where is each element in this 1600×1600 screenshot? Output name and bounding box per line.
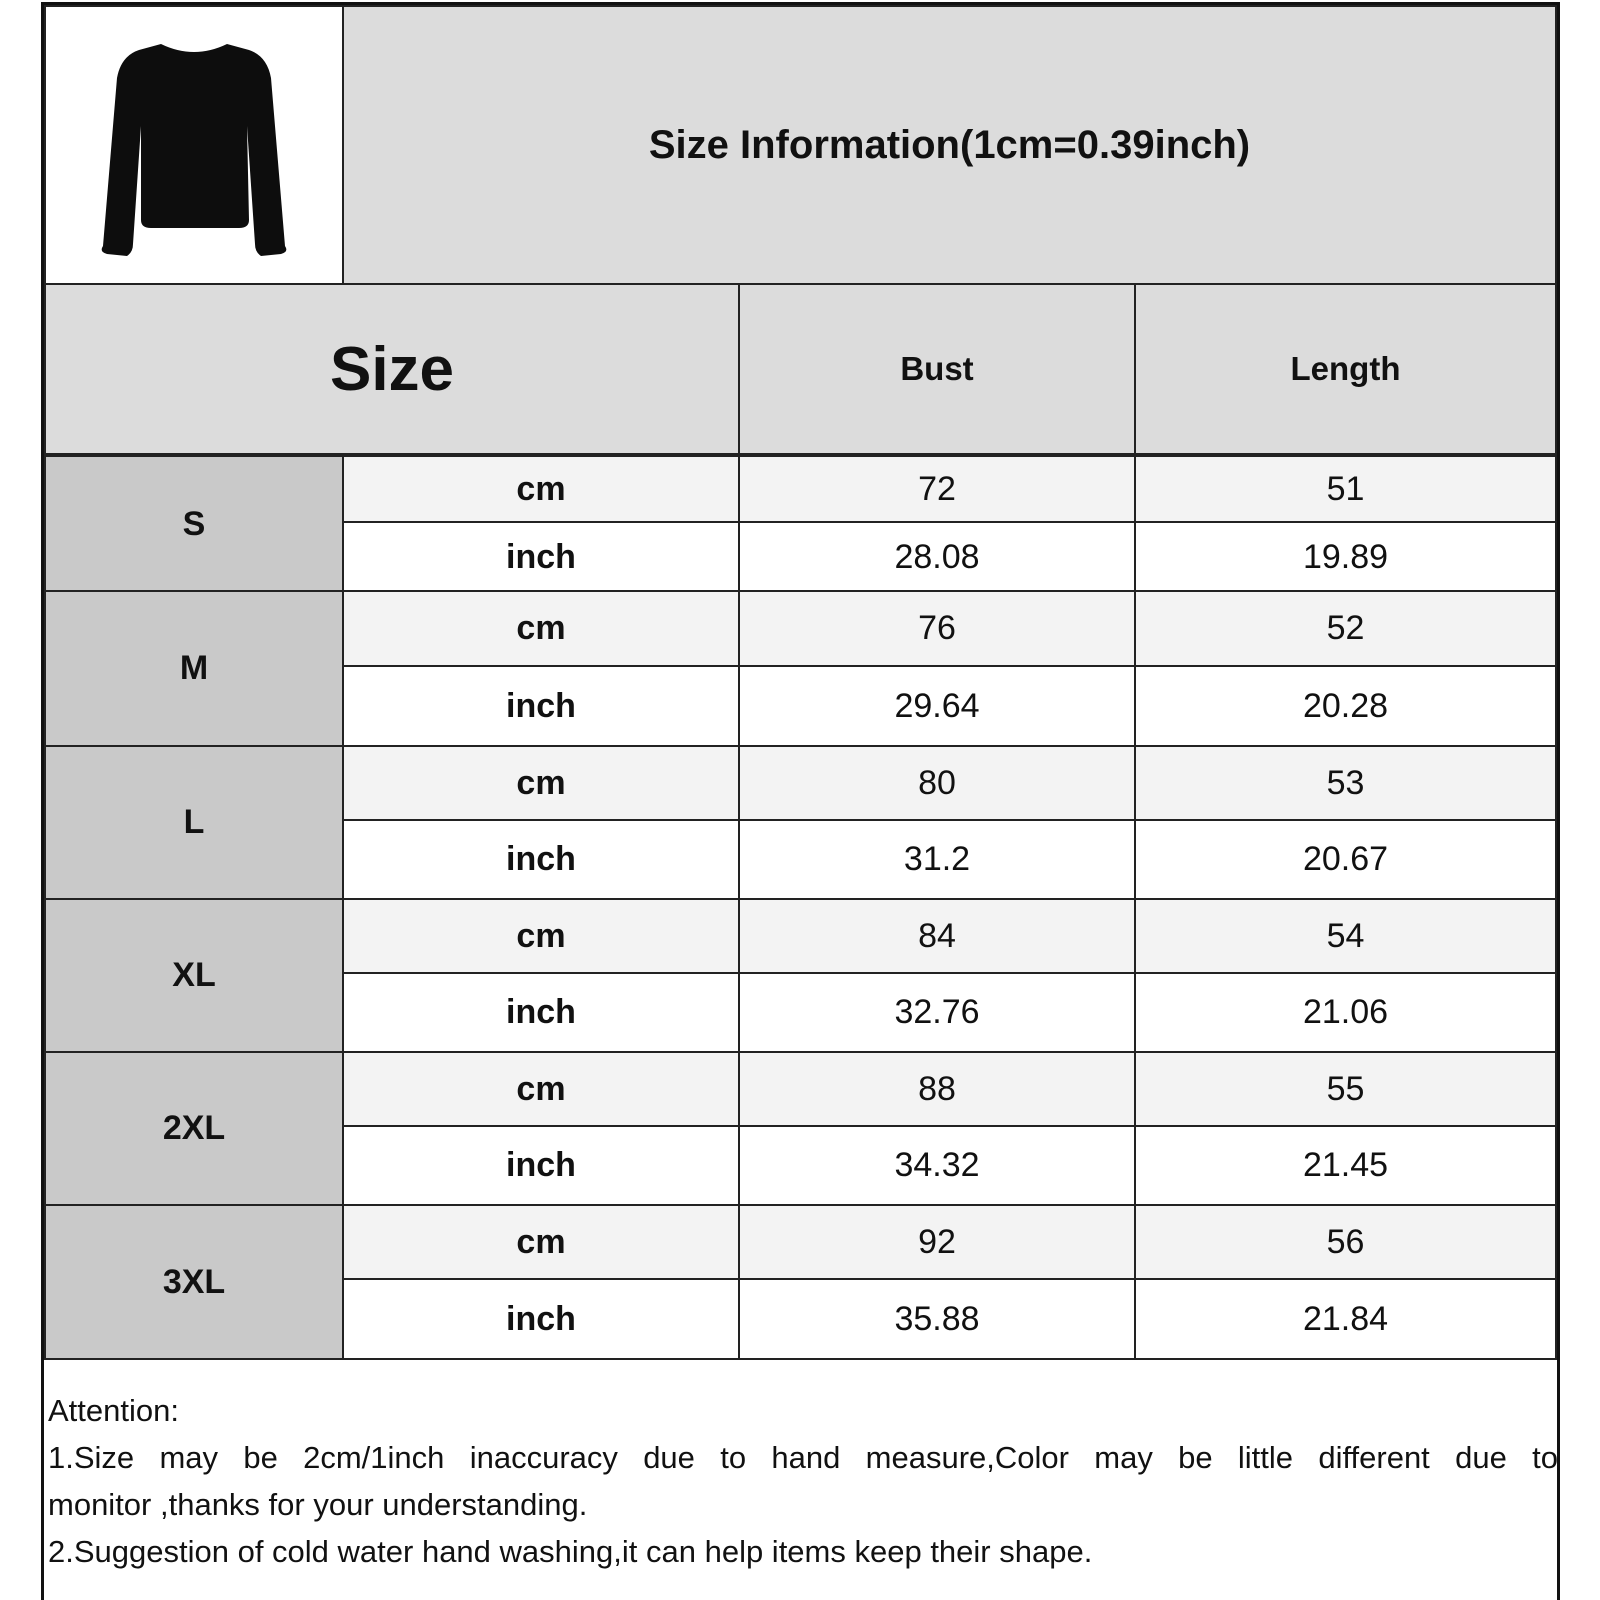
unit-cell: [342, 1125, 740, 1206]
bust-value: 32.76: [894, 993, 980, 1031]
size-label: 3XL: [162, 1262, 226, 1301]
unit-label: inch: [506, 1299, 576, 1338]
length-header: Length: [1290, 350, 1401, 387]
unit-cell: [342, 1051, 740, 1127]
bust-value: 92: [918, 1222, 956, 1261]
length-value-cell: [1134, 898, 1557, 974]
length-value-cell: [1134, 1278, 1557, 1360]
bust-value: 88: [918, 1069, 956, 1108]
size-label-cell: [44, 590, 344, 747]
length-value: 21.06: [1302, 993, 1389, 1031]
bust-value-cell: [738, 590, 1136, 667]
length-value-cell: [1134, 665, 1557, 747]
attention-heading: Attention:: [48, 1393, 179, 1428]
unit-label: inch: [506, 538, 576, 576]
bust-value-cell: [738, 745, 1136, 821]
unit-label: cm: [516, 609, 566, 647]
length-value: 19.89: [1302, 538, 1389, 576]
size-label-cell: [44, 1051, 344, 1206]
unit-label: inch: [506, 1146, 576, 1184]
length-value-cell: [1134, 1051, 1557, 1127]
size-label-cell: [44, 898, 344, 1053]
length-value: 20.67: [1302, 840, 1389, 878]
size-label-cell: [44, 1204, 344, 1360]
length-value-cell: [1134, 590, 1557, 667]
length-value-cell: [1134, 521, 1557, 594]
length-header-cell: [1134, 283, 1557, 455]
size-information-title-cell: [342, 5, 1557, 285]
product-image-cell: [44, 5, 344, 285]
size-label: S: [182, 505, 206, 543]
length-value: 21.45: [1302, 1146, 1389, 1184]
length-value: 56: [1326, 1222, 1365, 1261]
length-value-cell: [1134, 455, 1557, 523]
length-value: 52: [1326, 609, 1365, 647]
bust-value-cell: [738, 455, 1136, 523]
size-header: Size: [329, 334, 455, 404]
unit-cell: [342, 745, 740, 821]
size-label: XL: [172, 956, 216, 994]
size-label-cell: [44, 455, 344, 594]
unit-label: cm: [516, 916, 566, 955]
unit-cell: [342, 1204, 740, 1280]
bust-value: 31.2: [903, 840, 971, 878]
bust-value: 28.08: [894, 538, 980, 576]
note-line-1b: monitor ,thanks for your understanding.: [48, 1487, 588, 1522]
bust-value-cell: [738, 1204, 1136, 1280]
length-value-cell: [1134, 745, 1557, 821]
length-value: 51: [1326, 469, 1365, 508]
length-value: 20.28: [1302, 686, 1389, 725]
long-sleeve-top-icon: [89, 30, 299, 260]
unit-label: cm: [516, 763, 566, 802]
size-label: L: [183, 803, 205, 841]
length-value-cell: [1134, 1125, 1557, 1206]
length-value: 54: [1326, 916, 1365, 955]
length-value: 55: [1326, 1069, 1365, 1108]
bust-value-cell: [738, 819, 1136, 900]
attention-notes: [48, 1387, 1558, 1575]
unit-cell: [342, 1278, 740, 1360]
bust-value-cell: [738, 521, 1136, 594]
unit-label: cm: [516, 1069, 566, 1108]
length-value-cell: [1134, 972, 1557, 1053]
unit-cell: [342, 590, 740, 667]
bust-value: 34.32: [894, 1146, 980, 1184]
bust-value: 29.64: [894, 686, 980, 725]
size-header-cell: [44, 283, 740, 455]
size-label-cell: [44, 745, 344, 900]
bust-value-cell: [738, 972, 1136, 1053]
bust-value-cell: [738, 898, 1136, 974]
unit-cell: [342, 455, 740, 523]
unit-label: inch: [506, 686, 576, 725]
bust-value-cell: [738, 665, 1136, 747]
unit-label: cm: [516, 1222, 566, 1261]
bust-value-cell: [738, 1125, 1136, 1206]
bust-value: 80: [918, 763, 956, 802]
size-information-title: Size Information(1cm=0.39inch): [648, 122, 1251, 167]
unit-label: inch: [506, 993, 576, 1031]
size-label: M: [179, 649, 209, 687]
bust-value-cell: [738, 1278, 1136, 1360]
bust-header-cell: [738, 283, 1136, 455]
bust-value: 84: [918, 916, 956, 955]
note-line-2: 2.Suggestion of cold water hand washing,it can help items keep their shape.: [48, 1534, 1093, 1569]
unit-label: cm: [516, 469, 566, 508]
bust-value: 72: [918, 469, 956, 508]
size-label: 2XL: [162, 1109, 226, 1147]
unit-cell: [342, 819, 740, 900]
unit-label: inch: [506, 840, 576, 878]
bust-value: 35.88: [894, 1299, 980, 1338]
length-value-cell: [1134, 819, 1557, 900]
length-value: 21.84: [1302, 1299, 1389, 1338]
unit-cell: [342, 898, 740, 974]
size-chart: [41, 2, 1560, 1600]
length-value: 53: [1326, 763, 1365, 802]
bust-value-cell: [738, 1051, 1136, 1127]
bust-header: Bust: [900, 350, 974, 387]
unit-cell: [342, 972, 740, 1053]
note-line-1a: 1.Size may be 2cm/1inch inaccuracy due to hand measure,Color may be little different due to: [48, 1440, 1558, 1475]
bust-value: 76: [918, 609, 956, 647]
unit-cell: [342, 665, 740, 747]
unit-cell: [342, 521, 740, 594]
length-value-cell: [1134, 1204, 1557, 1280]
